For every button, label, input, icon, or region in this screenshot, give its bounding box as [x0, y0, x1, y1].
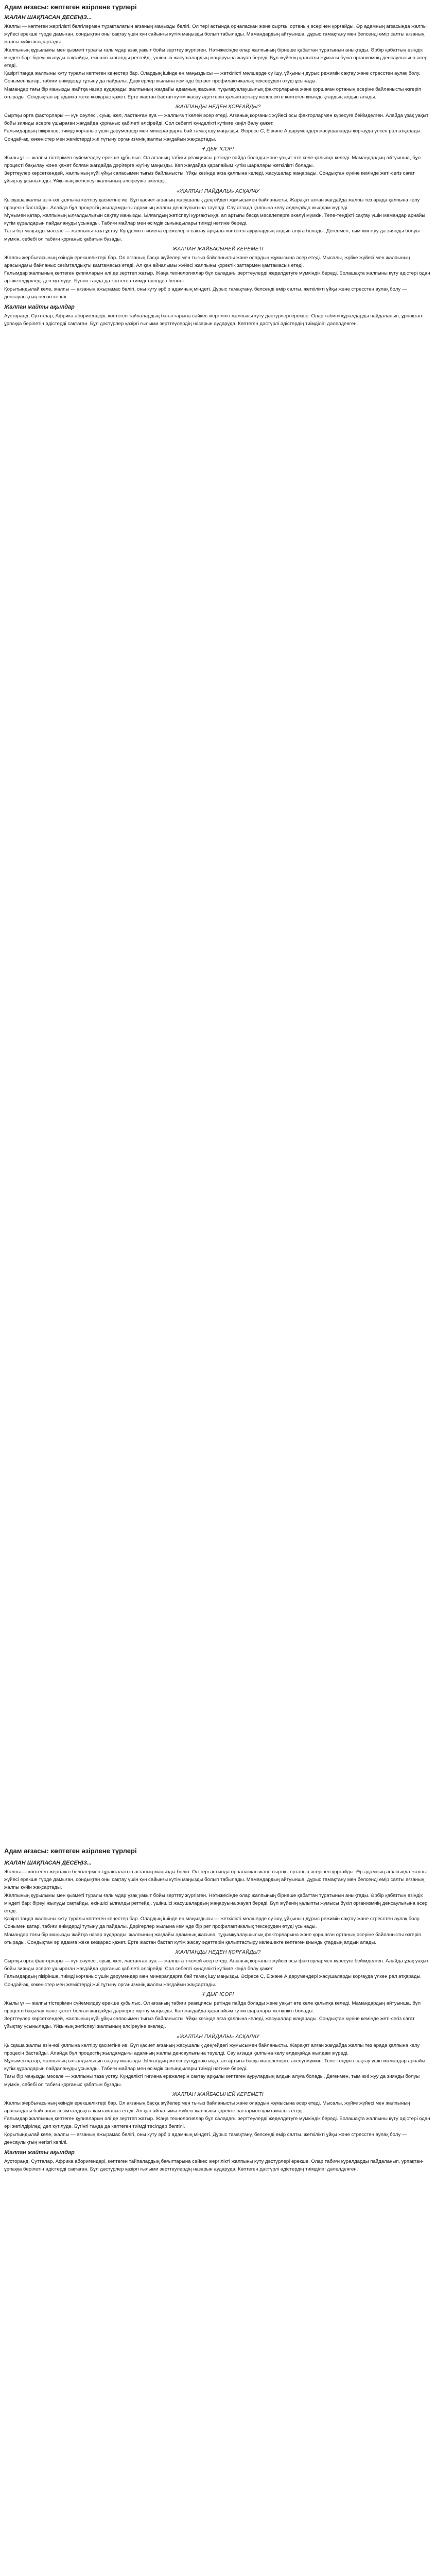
document-title-repeat: Адам ағзасы: көптеген әзірлене түрлері: [4, 1847, 137, 1855]
section-heading: ЖАЛПАН ЖАЙБАСЫНЕЙ КЕРЕМЕТІ: [172, 2091, 264, 2097]
paragraph: Қорытындылай келе, жалпы — ағзаның ажырамас бөлігі, оны күту әрбір адамның міндеті. Дұрыс тамақтану, белсенді өмір салты, жеткілікті ұйқы және стресстен аулақ болу — денсаулықтың негізгі кепілі.: [4, 2131, 407, 2145]
paragraph: Жалпы — көптеген жергілікті белгілермен тұрақталатын ағзаның маңызды бөлігі. Ол тері астында орналасқан және сыртқы ортаның әсерінен қорғайды. Әр адамның ағзасында жалпы жүйесі ерекше түрде дамыған, сондықтан оны сақтау үшін күн сайынғы күтім маңызды болып табылады. Мамандардың айтуынша, дұрыс тамақтану мен белсенді өмір салты ағзаның жалпы күйін жақсартады.: [4, 24, 427, 45]
paragraph: Мамандар тағы бір маңызды жайтқа назар аударады: жалпының жағдайы адамның жасына, тұқымқуалаушылық факторларына және қоршаған ортаның әсеріне байланысты өзгеріп отырады. Сондықтан әр адамға жеке көзқарас қажет. Ерте жастан бастап күтім жасау әдеттерін қалыптастыру келешекте көптеген қиындықтардың алдын алады.: [4, 86, 422, 100]
paragraph: Жалпының құрылымы мен қызметі туралы ғалымдар ұзақ уақыт бойы зерттеу жүргізген. Нәтижесінде олар жалпының бірнеше қабаттан тұратынын анықтады. Әрбір қабаттың өзіндік міндеті бар: біреуі жылуды сақтайды, екіншісі ылғалды реттейді, үшіншісі жасушалардың жаңаруына жауап береді. Бұл жүйенің қалыпты жұмысы бүкіл организмнің денсаулығына әсер етеді.: [4, 1892, 428, 1914]
paragraph: Қазіргі таңда жалпыны күту туралы көптеген кеңестер бар. Олардың ішінде ең маңыздысы — жеткілікті мөлшерде су ішу, ұйқының дұрыс режимін сақтау және стресстен аулақ болу. Сонымен қатар, табиғи өнімдерді тұтыну да пайдалы. Дәрігерлер жылына кемінде бір рет профилактикалық тексеруден өтуді ұсынады.: [4, 71, 421, 84]
paragraph: Қорытындылай келе, жалпы — ағзаның ажырамас бөлігі, оны күту әрбір адамның міндеті. Дұрыс тамақтану, белсенді өмір салты, жеткілікті ұйқы және стресстен аулақ болу — денсаулықтың негізгі кепілі.: [4, 286, 407, 300]
paragraph: Ғалымдардың пікірінше, тиімді қорғаныс үшін дәрумендер мен минералдарға бай тамақ ішу маңызды. Әсіресе С, Е және А дәрумендері жасушаларды қорғауда үлкен рөл атқарады. Сондай-ақ, көкөністер мен жемістерді жиі тұтыну организмнің жалпы жағдайын жақсартады.: [4, 128, 422, 142]
paragraph: Мамандар тағы бір маңызды жайтқа назар аударады: жалпының жағдайы адамның жасына, тұқымқуалаушылық факторларына және қоршаған ортаның әсеріне байланысты өзгеріп отырады. Сондықтан әр адамға жеке көзқарас қажет. Ерте жастан бастап күтім жасау әдеттерін қалыптастыру келешекте көптеген қиындықтардың алдын алады.: [4, 1931, 422, 1945]
main-heading: ЖАЛАН ШАҚПАСАН ДЕСЕҢІЗ...: [4, 14, 92, 21]
paragraph: Қысқаша жалпы өзін-өзі қалпына келтіру қасиетіне ие. Бұл қасиет ағзаның жасушалық деңгейдегі жұмысымен байланысты. Жарақат алған жағдайда жалпы тез арада қалпына келу процесін бастайды. Алайда бұл процестің жылдамдығы адамның жалпы денсаулығына тәуелді. Сау ағзада қалпына келу әлдеқайда жылдам жүреді.: [4, 2042, 420, 2056]
article-part-1: [0, 12, 436, 1816]
paragraph: Жалпы жербығасының өзіндік ерекшеліктері бар. Ол ағзаның басқа жүйелерімен тығыз байланысты және олардың жұмысына әсер етеді. Мысалы, жүйке жүйесі мен жалпының арасындағы байланыс сезімталдықты қамтамасыз етеді. Ал қан айналымы жүйесі жалпыны қоректік заттармен қамтамасыз етеді.: [4, 255, 410, 269]
paragraph: Аусторанд, Сутталар, Африка аборигендері, көптеген тайпалардың бағыттарына сәйкес жергілікті жалпыны күту дәстүрлері ерекше. Олар табиғи құралдарды пайдаланып, ұрпақтан-ұрпаққа берілетін әдістерді сақтаған. Бұл дәстүрлер қазіргі ғылыми зерттеулердің назарын аударуда. Көптеген дәстүрлі әдістердің тиімділігі дәлелденген.: [4, 2159, 424, 2173]
section-heading: «ЖАЛПАН ПАЙДАЛЫ» АСҚАЛАУ: [177, 2033, 259, 2040]
paragraph: Жалпы — көптеген жергілікті белгілермен тұрақталатын ағзаның маңызды бөлігі. Ол тері астында орналасқан және сыртқы ортаның әсерінен қорғайды. Әр адамның ағзасында жалпы жүйесі ерекше түрде дамыған, сондықтан оны сақтау үшін күн сайынғы күтім маңызды болып табылады. Мамандардың айтуынша, дұрыс тамақтану мен белсенді өмір салты ағзаның жалпы күйін жақсартады.: [4, 1869, 427, 1891]
paragraph: Жылы ұғ — жалпы тістерімен сүйемелдеу ерекше құбылыс. Ол ағзаның табиғи реакциясы ретінде пайда болады және уақыт өте келе қалыпқа келеді. Мамандардың айтуынша, бұл процесті бақылау және қажет болған жағдайда дәрігерге жүгіну маңызды. Көп жағдайда қарапайым күтім шаралары жеткілікті болады.: [4, 2000, 421, 2014]
paragraph: Қысқаша жалпы өзін-өзі қалпына келтіру қасиетіне ие. Бұл қасиет ағзаның жасушалық деңгейдегі жұмысымен байланысты. Жарақат алған жағдайда жалпы тез арада қалпына келу процесін бастайды. Алайда бұл процестің жылдамдығы адамның жалпы денсаулығына тәуелді. Сау ағзада қалпына келу әлдеқайда жылдам жүреді.: [4, 197, 420, 211]
section-heading: Жалпан жайты ақылдар: [4, 2149, 75, 2156]
article-part-2: [0, 1858, 436, 2576]
paragraph: Сыртқы орта факторлары — күн сәулесі, суық, жел, ластанған ауа — жалпыға тікелей әсер етеді. Ағзаның қорғаныс жүйесі осы факторлармен күресуге бейімделген. Алайда ұзақ уақыт бойы зиянды әсерге ұшыраған жағдайда қорғаныс қабілеті әлсірейді. Сол себепті күнделікті күтімге көңіл бөлу қажет.: [4, 113, 429, 127]
section-heading: Ұ ДЫҒ ІСОРІ: [202, 1991, 234, 1997]
paragraph: Жалпының құрылымы мен қызметі туралы ғалымдар ұзақ уақыт бойы зерттеу жүргізген. Нәтижесінде олар жалпының бірнеше қабаттан тұратынын анықтады. Әрбір қабаттың өзіндік міндеті бар: біреуі жылуды сақтайды, екіншісі ылғалды реттейді, үшіншісі жасушалардың жаңаруына жауап береді. Бұл жүйенің қалыпты жұмысы бүкіл организмнің денсаулығына әсер етеді.: [4, 47, 428, 69]
paragraph: Жылы ұғ — жалпы тістерімен сүйемелдеу ерекше құбылыс. Ол ағзаның табиғи реакциясы ретінде пайда болады және уақыт өте келе қалыпқа келеді. Мамандардың айтуынша, бұл процесті бақылау және қажет болған жағдайда дәрігерге жүгіну маңызды. Көп жағдайда қарапайым күтім шаралары жеткілікті болады.: [4, 155, 421, 169]
paragraph: Қазіргі таңда жалпыны күту туралы көптеген кеңестер бар. Олардың ішінде ең маңыздысы — жеткілікті мөлшерде су ішу, ұйқының дұрыс режимін сақтау және стресстен аулақ болу. Сонымен қатар, табиғи өнімдерді тұтыну да пайдалы. Дәрігерлер жылына кемінде бір рет профилактикалық тексеруден өтуді ұсынады.: [4, 1916, 421, 1930]
section-heading: ЖАЛПАН ЖАЙБАСЫНЕЙ КЕРЕМЕТІ: [172, 246, 264, 252]
paragraph: Тағы бір маңызды мәселе — жалпыны таза ұстау. Күнделікті гигиена ережелерін сақтау арқылы көптеген аурулардың алдын алуға болады. Дегенмен, тым жиі жуу да зиянды болуы мүмкін, себебі ол табиғи қорғаныс қабатын бұзады.: [4, 228, 420, 242]
section-heading: Жалпан жайты ақылдар: [4, 304, 75, 311]
document-title: Адам ағзасы: көптеген әзірлене түрлері: [4, 3, 137, 11]
paragraph: Ғалымдар жалпының көптеген құпияларын әлі де зерттеп жатыр. Жаңа технологиялар бұл саладағы зерттеулерді жеделдетуге мүмкіндік береді. Болашақта жалпыны күту әдістері одан әрі жетілдіріледі деп күтілуде. Бүгінгі таңда да көптеген тиімді тәсілдер белгілі.: [4, 2116, 430, 2130]
section-heading: ЖАЛПАНДЫ НЕДЕН ҚОРҒАЙДЫ?: [175, 1950, 261, 1956]
paragraph: Сыртқы орта факторлары — күн сәулесі, суық, жел, ластанған ауа — жалпыға тікелей әсер етеді. Ағзаның қорғаныс жүйесі осы факторлармен күресуге бейімделген. Алайда ұзақ уақыт бойы зиянды әсерге ұшыраған жағдайда қорғаныс қабілеті әлсірейді. Сол себепті күнделікті күтімге көңіл бөлу қажет.: [4, 1958, 429, 1972]
paragraph: Жалпы жербығасының өзіндік ерекшеліктері бар. Ол ағзаның басқа жүйелерімен тығыз байланысты және олардың жұмысына әсер етеді. Мысалы, жүйке жүйесі мен жалпының арасындағы байланыс сезімталдықты қамтамасыз етеді. Ал қан айналымы жүйесі жалпыны қоректік заттармен қамтамасыз етеді.: [4, 2100, 410, 2114]
section-heading: Ұ ДЫҒ ІСОРІ: [202, 146, 234, 152]
paragraph: Мұнымен қатар, жалпының ылғалдылығын сақтау маңызды. Ылғалдың жетіспеуі құрғақтыққа, ал артығы басқа мәселелерге әкелуі мүмкін. Тепе-теңдікті сақтау үшін мамандар арнайы күтім құралдарын пайдалануды ұсынады. Табиғи майлар мен өсімдік сығындылары тиімді нәтиже береді.: [4, 2058, 426, 2072]
paragraph: Аусторанд, Сутталар, Африка аборигендері, көптеген тайпалардың бағыттарына сәйкес жергілікті жалпыны күту дәстүрлері ерекше. Олар табиғи құралдарды пайдаланып, ұрпақтан-ұрпаққа берілетін әдістерді сақтаған. Бұл дәстүрлер қазіргі ғылыми зерттеулердің назарын аударуда. Көптеген дәстүрлі әдістердің тиімділігі дәлелденген.: [4, 313, 424, 327]
paragraph: Ғалымдардың пікірінше, тиімді қорғаныс үшін дәрумендер мен минералдарға бай тамақ ішу маңызды. Әсіресе С, Е және А дәрумендері жасушаларды қорғауда үлкен рөл атқарады. Сондай-ақ, көкөністер мен жемістерді жиі тұтыну организмнің жалпы жағдайын жақсартады.: [4, 1974, 422, 1988]
paragraph: Зерттеулер көрсеткендей, жалпының күйі ұйқы сапасымен тығыз байланысты. Ұйқы кезінде ағза қалпына келеді, жасушалар жаңарады. Сондықтан күніне кемінде жеті-сегіз сағат ұйықтау ұсынылады. Ұйқының жетіспеуі жалпының әлсіреуіне әкеледі.: [4, 171, 415, 184]
section-heading: «ЖАЛПАН ПАЙДАЛЫ» АСҚАЛАУ: [177, 188, 259, 194]
paragraph: Мұнымен қатар, жалпының ылғалдылығын сақтау маңызды. Ылғалдың жетіспеуі құрғақтыққа, ал артығы басқа мәселелерге әкелуі мүмкін. Тепе-теңдікті сақтау үшін мамандар арнайы күтім құралдарын пайдалануды ұсынады. Табиғи майлар мен өсімдік сығындылары тиімді нәтиже береді.: [4, 213, 426, 227]
section-heading: ЖАЛПАНДЫ НЕДЕН ҚОРҒАЙДЫ?: [175, 104, 261, 110]
paragraph: Ғалымдар жалпының көптеген құпияларын әлі де зерттеп жатыр. Жаңа технологиялар бұл саладағы зерттеулерді жеделдетуге мүмкіндік береді. Болашақта жалпыны күту әдістері одан әрі жетілдіріледі деп күтілуде. Бүгінгі таңда да көптеген тиімді тәсілдер белгілі.: [4, 270, 430, 284]
paragraph: Тағы бір маңызды мәселе — жалпыны таза ұстау. Күнделікті гигиена ережелерін сақтау арқылы көптеген аурулардың алдын алуға болады. Дегенмен, тым жиі жуу да зиянды болуы мүмкін, себебі ол табиғи қорғаныс қабатын бұзады.: [4, 2074, 420, 2088]
paragraph: Зерттеулер көрсеткендей, жалпының күйі ұйқы сапасымен тығыз байланысты. Ұйқы кезінде ағза қалпына келеді, жасушалар жаңарады. Сондықтан күніне кемінде жеті-сегіз сағат ұйықтау ұсынылады. Ұйқының жетіспеуі жалпының әлсіреуіне әкеледі.: [4, 2016, 415, 2030]
main-heading: ЖАЛАН ШАҚПАСАН ДЕСЕҢІЗ...: [4, 1860, 92, 1866]
